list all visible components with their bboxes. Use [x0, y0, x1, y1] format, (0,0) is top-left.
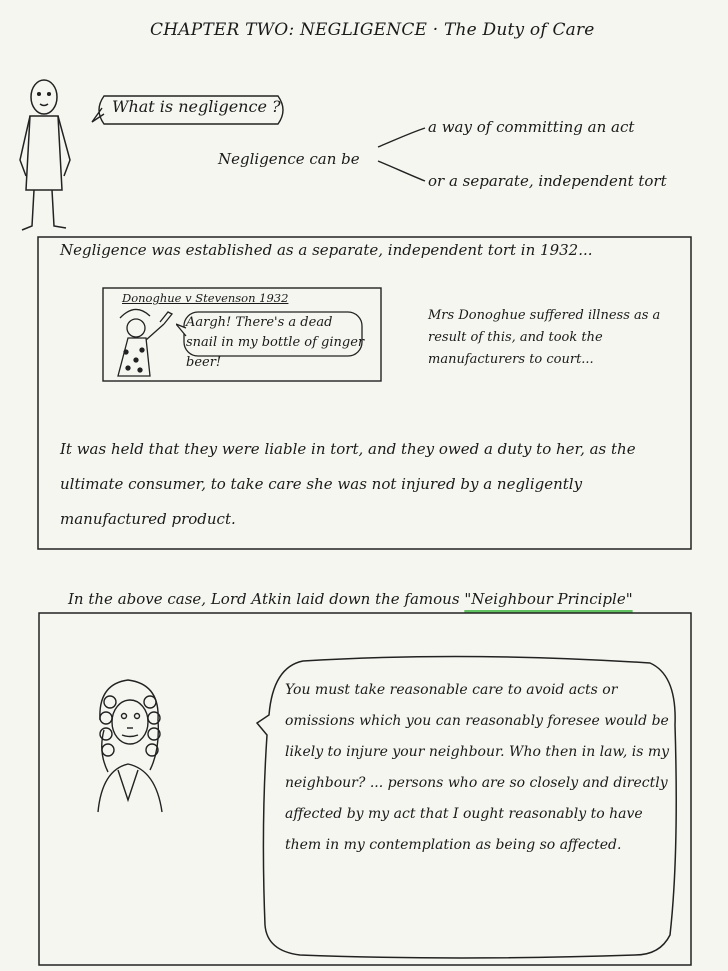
option-way-of-committing: a way of committing an act [428, 118, 635, 136]
chapter-title: CHAPTER TWO: NEGLIGENCE · The Duty of Care [150, 20, 595, 40]
held-statement: It was held that they were liable in tort, and they owed a duty to her, as the ultimate consumer, to take care she was not injured by a negligently manufactured product. [60, 440, 636, 528]
negligence-can-be: Negligence can be [218, 150, 360, 168]
case-name: Donoghue v Stevenson 1932 [122, 291, 289, 305]
negligence-question: What is negligence ? [112, 97, 281, 116]
neighbour-principle-name: "Neighbour Principle" [464, 590, 633, 608]
neighbour-principle-intro [68, 590, 633, 608]
branch-arrows [378, 128, 425, 181]
option-separate-tort: or a separate, independent tort [428, 172, 667, 190]
stick-figure [20, 80, 70, 230]
established-text: Negligence was established as a separate, independent tort in 1932... [60, 241, 593, 259]
donoghue-result: Mrs Donoghue suffered illness as a result of this, and took the manufacturers to court... [428, 308, 661, 367]
neighbour-quote: You must take reasonable care to avoid acts or omissions which you can reasonably foresee would be likely to injure your neighbour. Who then in law, is my neighbour? ... persons who are so closely and directly affected by my act that I ought reasonably to have them in my contemplation as being so affected. [285, 682, 670, 853]
principle-intro-text: In the above case, Lord Atkin laid down the famous [68, 590, 460, 608]
snail-speech-text: Aargh! There's a dead snail in my bottle of ginger beer! [186, 315, 365, 370]
